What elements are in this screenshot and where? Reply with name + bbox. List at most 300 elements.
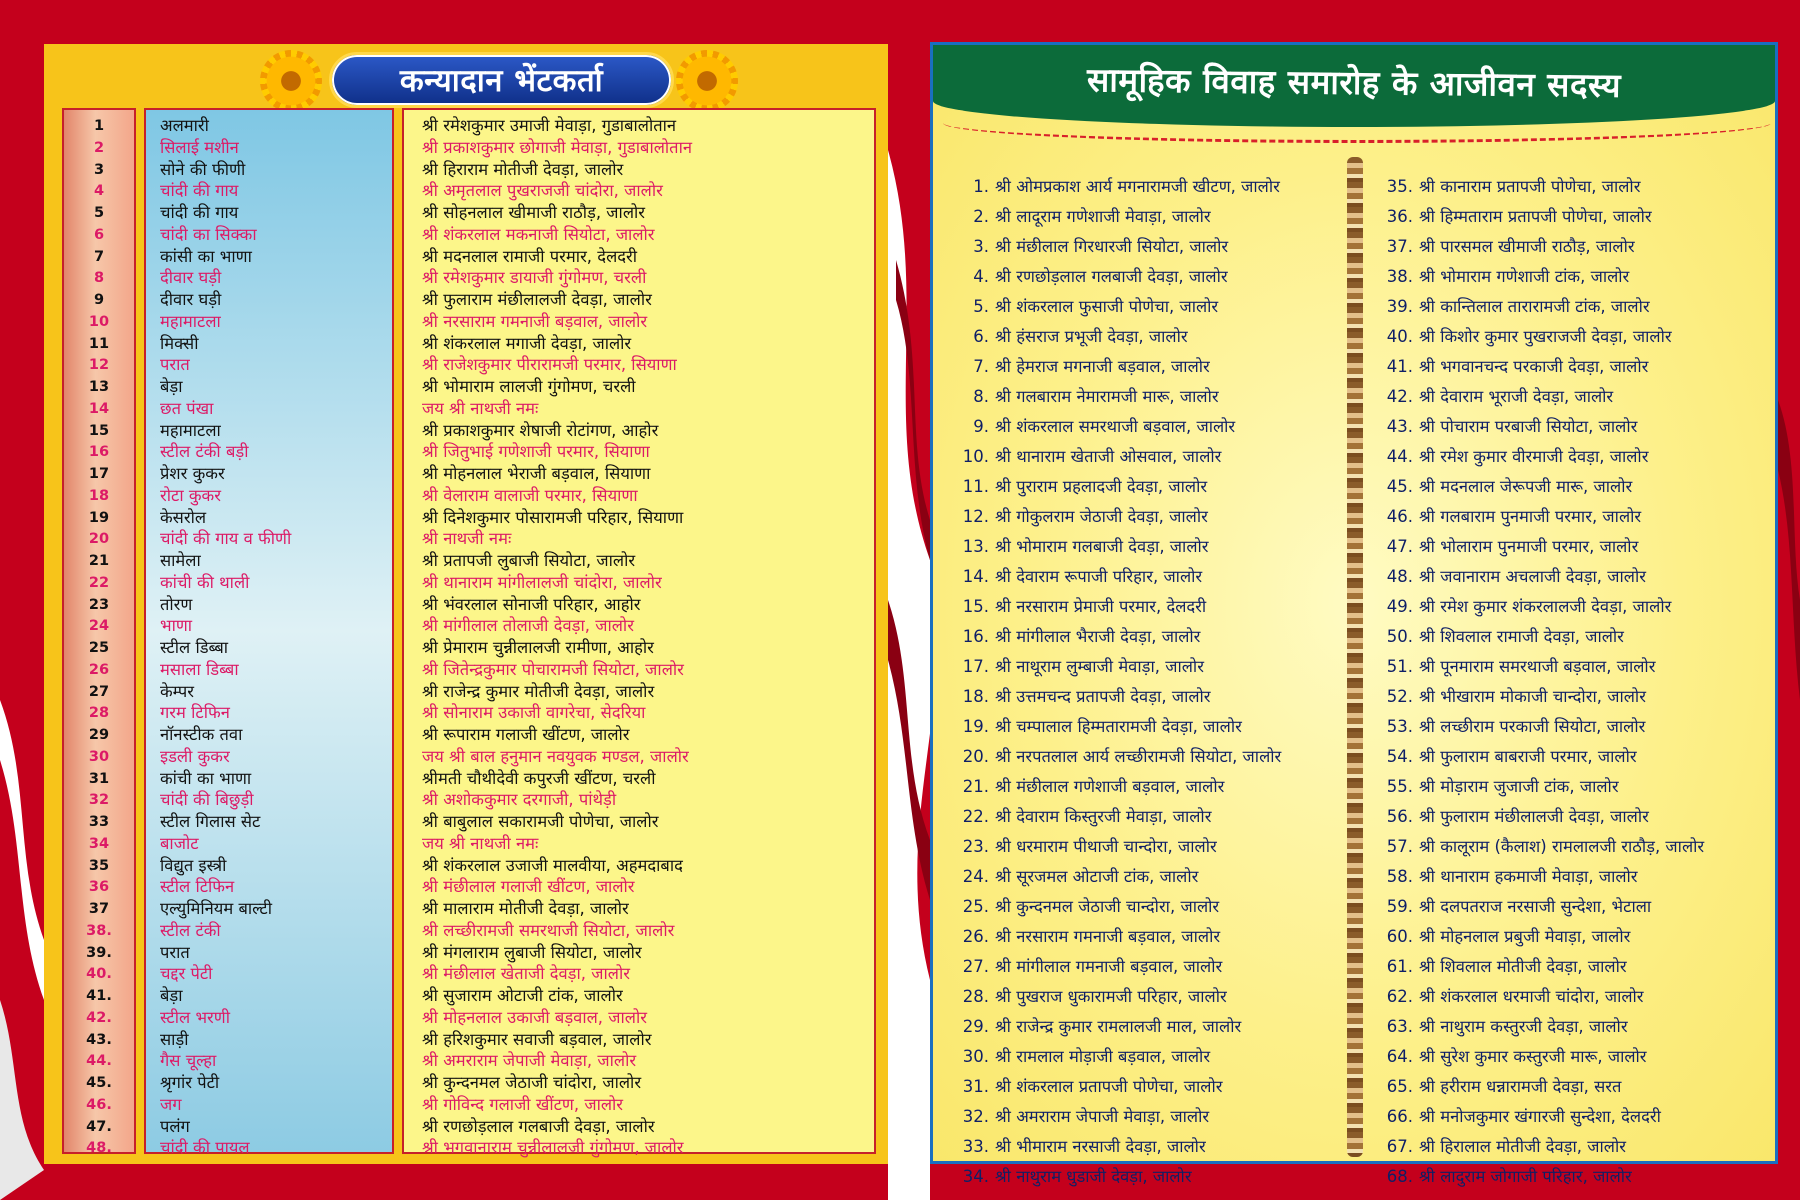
member-number: 60. [1386,927,1413,946]
member-name: श्री पूनमाराम समरथाजी बड़वाल, जालोर [1419,657,1656,676]
member-entry [1383,473,1632,501]
member-name: श्री दलपतराज नरसाजी सुन्देशा, भेटाला [1419,897,1652,916]
member-number: 5. [973,297,989,316]
gift-item: जग [160,1094,182,1114]
row-number: 25 [88,640,110,656]
member-entry [959,293,1218,321]
member-name: श्री भीमाराम नरसाजी देवड़ा, जालोर [995,1137,1206,1156]
member-number: 46. [1386,507,1413,526]
gift-item: सिलाई मशीन [160,137,239,157]
row-number: 14 [88,400,110,417]
gift-item: छत पंखा [160,398,214,418]
donor-panel-title: कन्यादान भेंटकर्ता [329,52,674,108]
member-number: 25. [962,897,989,916]
member-name: श्री रमेश कुमार शंकरलालजी देवड़ा, जालोर [1419,597,1672,616]
gift-item-column [144,108,394,1158]
gift-item: स्टील डिब्बा [160,638,229,657]
gift-item: चांदी की पायल [160,1138,250,1158]
member-name: श्री पोचाराम परबाजी सियोटा, जालोर [1419,417,1638,436]
member-number: 54. [1386,747,1413,766]
gift-item: दीवार घड़ी [160,268,222,288]
gift-item: कांची का भाणा [160,768,252,788]
member-name: श्री लादुराम जोगाजी परिहार, जालोर [1419,1167,1632,1186]
member-name: श्री नाथूराम लुम्बाजी मेवाड़ा, जालोर [995,657,1204,676]
member-number: 16. [962,627,989,646]
member-entry [1383,683,1646,711]
member-name: श्री फुलाराम बाबराजी परमार, जालोर [1419,747,1637,766]
member-number: 33. [962,1137,989,1156]
member-entry [959,713,1242,741]
gift-item: इडली कुकर [160,746,230,766]
row-number: 24 [88,618,110,635]
member-entry [1383,1163,1632,1191]
member-name: श्री मांगीलाल गमनाजी बड़वाल, जालोर [995,957,1223,976]
member-number: 35. [1386,177,1413,196]
lifetime-members-panel [930,42,1778,1186]
member-number: 24. [962,867,989,886]
gift-item: स्टील गिलास सेट [160,812,261,831]
gift-item: रोटा कुकर [160,485,221,505]
member-entry [1383,1103,1661,1131]
donor-name: श्री थानाराम मांगीलालजी चांदोरा, जालोर [422,572,662,592]
member-entry [959,743,1281,771]
gift-item: स्टील टंकी बड़ी [160,442,249,462]
donor-name: जय श्री नाथजी नमः [422,833,539,853]
member-number: 15. [962,597,989,616]
row-number: 3 [93,161,105,178]
member-entry [959,383,1219,411]
member-number: 23. [962,837,989,856]
row-number: 48. [86,1140,112,1157]
member-entry [959,863,1198,891]
member-number: 51. [1386,657,1413,676]
donor-name: श्री वेलाराम वालाजी परमार, सियाणा [422,485,638,505]
member-number: 8. [973,387,989,406]
member-name: श्री शंकरलाल समरथाजी बड़वाल, जालोर [995,417,1236,436]
member-name: श्री मंछीलाल गिरधारजी सियोटा, जालोर [995,237,1229,256]
member-number: 55. [1386,777,1413,796]
member-name: श्री देवाराम किस्तुरजी मेवाड़ा, जालोर [995,807,1212,826]
row-number: 43. [86,1031,112,1048]
member-name: श्री हंसराज प्रभूजी देवड़ा, जालोर [995,327,1188,346]
row-number: 22 [88,574,110,591]
member-number: 49. [1386,597,1413,616]
member-number: 28. [962,987,989,1006]
member-entry [959,1163,1192,1191]
member-entry [1383,893,1651,921]
member-entry [959,683,1211,711]
row-number: 31 [88,770,110,787]
row-number: 44. [86,1053,112,1070]
row-number: 47. [86,1118,112,1135]
member-number: 4. [973,267,989,286]
member-entry [1383,263,1629,291]
member-number: 58. [1386,867,1413,886]
sunflower-icon [676,50,738,112]
member-entry [1383,233,1635,261]
donor-name: श्री शंकरलाल उजाजी मालवीया, अहमदाबाद [422,855,683,875]
member-name: श्री कुन्दनमल जेठाजी चान्दोरा, जालोर [995,897,1220,916]
donor-panel [44,44,888,1164]
donor-name: श्री सोहनलाल खीमाजी राठौड़, जालोर [422,203,646,222]
donor-name: श्री मोहनलाल उकाजी बड़वाल, जालोर [422,1007,647,1027]
gift-item: परात [160,355,190,375]
member-entry [959,353,1210,381]
gift-item: विद्युत इस्त्री [160,855,227,875]
member-name: श्री मोहनलाल प्रबुजी मेवाड़ा, जालोर [1419,927,1631,946]
member-name: श्री कालूराम (कैलाश) रामलालजी राठौड़, जालोर [1419,837,1705,856]
member-name: श्री शंकरलाल फुसाजी पोणेचा, जालोर [995,297,1219,316]
member-entry [959,443,1221,471]
member-name: श्री हिरालाल मोतीजी देवड़ा, जालोर [1419,1137,1626,1156]
row-number: 23 [88,596,110,613]
donor-name: श्री शंकरलाल मगाजी देवड़ा, जालोर [422,333,632,353]
donor-name: श्री फुलाराम मंछीलालजी देवड़ा, जालोर [422,290,652,309]
member-number: 30. [962,1047,989,1066]
donor-name: श्री मंछीलाल खेताजी देवड़ा, जालोर [422,964,630,984]
donor-name: श्री मांगीलाल तोलाजी देवड़ा, जालोर [422,616,634,636]
member-entry [1383,383,1613,411]
gift-item: भाणा [160,616,193,636]
member-number: 12. [962,507,989,526]
member-number: 62. [1386,987,1413,1006]
member-entry [1383,323,1672,351]
donor-name: श्री प्रेमाराम चुन्नीलालजी रामीणा, आहोर [422,638,654,657]
row-number: 15 [88,422,110,439]
member-entry [959,413,1235,441]
member-name: श्री पुखराज धुकारामजी परिहार, जालोर [995,987,1227,1006]
donor-name: श्री प्रतापजी लुबाजी सियोटा, जालोर [422,551,636,570]
donor-name: श्री अमृतलाल पुखराजजी चांदोरा, जालोर [422,181,663,201]
gift-item: एल्युमिनियम बाल्टी [160,899,272,918]
donor-name: श्री सुजाराम ओटाजी टांक, जालोर [422,986,623,1005]
member-number: 27. [962,957,989,976]
member-number: 36. [1386,207,1413,226]
row-number: 20 [88,531,110,548]
member-name: श्री लादूराम गणेशाजी मेवाड़ा, जालोर [995,207,1211,226]
member-name: श्री चम्पालाल हिम्मतारामजी देवड़ा, जालोर [995,717,1242,736]
member-entry [959,983,1227,1011]
donor-name: श्री राजेशकुमार पीरारामजी परमार, सियाणा [422,355,677,375]
row-number: 11 [88,335,110,352]
member-entry [1383,173,1640,201]
member-name: श्री शंकरलाल धरमाजी चांदोरा, जालोर [1419,987,1644,1006]
member-name: श्री अमराराम जेपाजी मेवाड़ा, जालोर [995,1107,1210,1126]
member-number: 50. [1386,627,1413,646]
member-name: श्री किशोर कुमार पुखराजजी देवड़ा, जालोर [1419,327,1672,346]
member-name: श्री भोमाराम गलबाजी देवड़ा, जालोर [995,537,1209,556]
member-number: 31. [962,1077,989,1096]
donor-name: श्री लच्छीरामजी समरथाजी सियोटा, जालोर [422,920,675,940]
member-entry [959,233,1228,261]
member-name: श्री हिम्मताराम प्रतापजी पोणेचा, जालोर [1419,207,1652,226]
member-entry [959,1043,1210,1071]
member-name: श्री नरसाराम गमनाजी बड़वाल, जालोर [995,927,1221,946]
member-number: 59. [1386,897,1413,916]
member-name: श्री जवानाराम अचलाजी देवड़ा, जालोर [1419,567,1647,586]
member-name: श्री शिवलाल मोतीजी देवड़ा, जालोर [1419,957,1627,976]
row-number: 21 [88,553,110,569]
members-panel-title: सामूहिक विवाह समारोह के आजीवन सदस्य [1086,60,1622,105]
member-name: श्री फुलाराम मंछीलालजी देवड़ा, जालोर [1419,807,1649,826]
donor-name: श्री भगवानाराम चुन्नीलालजी गुंगोमण, जालोर [422,1138,684,1158]
member-number: 7. [973,357,989,376]
donor-name: श्री भोमाराम लालजी गुंगोमण, चरली [422,377,636,396]
donor-name: जय श्री नाथजी नमः [422,398,539,418]
member-number: 37. [1386,237,1413,256]
gift-item: मिक्सी [160,333,199,353]
member-entry [959,773,1224,801]
member-number: 67. [1386,1137,1413,1156]
donor-name: श्री रूपाराम गलाजी खींटण, जालोर [422,725,630,744]
member-number: 3. [973,237,989,256]
row-number: 42. [86,1009,112,1026]
member-number: 56. [1386,807,1413,826]
gift-item: केसरोल [160,507,207,527]
member-entry [1383,533,1638,561]
donor-name: श्री राजेन्द्र कुमार मोतीजी देवड़ा, जालोर [422,681,655,701]
gift-item: गरम टिफिन [160,703,230,723]
member-name: श्री ओमप्रकाश आर्य मगनारामजी खीटण, जालोर [995,177,1280,196]
row-number: 40. [86,966,112,983]
gift-item: चद्दर पेटी [160,964,213,984]
member-name: श्री नरसाराम प्रेमाजी परमार, देलदरी [995,597,1207,616]
member-number: 65. [1386,1077,1413,1096]
member-number: 20. [962,747,989,766]
member-name: श्री भीखाराम मोकाजी चान्दोरा, जालोर [1419,687,1646,706]
row-number: 9 [93,292,105,308]
donor-name: श्री जितुभाई गणेशाजी परमार, सियाणा [422,442,650,462]
member-number: 29. [962,1017,989,1036]
member-name: श्री मनोजकुमार खंगारजी सुन्देशा, देलदरी [1419,1107,1661,1126]
member-number: 68. [1386,1167,1413,1186]
member-entry [959,1103,1209,1131]
row-number: 2 [93,139,105,156]
member-entry [1383,743,1637,771]
gift-item: सोने की फीणी [160,159,246,179]
donor-name: श्री प्रकाशकुमार शेषाजी रोटांगण, आहोर [422,420,659,440]
donor-name: श्री मालाराम मोतीजी देवड़ा, जालोर [422,899,629,918]
member-entry [959,563,1202,591]
member-entry [959,203,1211,231]
gift-item: चांदी का सिक्का [160,224,257,244]
gift-item: प्रेशर कुकर [160,464,225,483]
donor-name: श्री मोहनलाल भेराजी बड़वाल, सियाणा [422,464,651,483]
donor-name-column [402,108,876,1158]
member-name: श्री नाथुराम धुडाजी देवड़ा, जालोर [995,1167,1192,1186]
member-number: 32. [962,1107,989,1126]
donor-name: श्री नरसाराम गमनाजी बड़वाल, जालोर [422,311,648,331]
member-entry [1383,803,1649,831]
member-entry [959,1073,1222,1101]
member-number: 13. [962,537,989,556]
gift-item: परात [160,942,190,962]
member-number: 44. [1386,447,1413,466]
member-entry [959,893,1219,921]
member-number: 57. [1386,837,1413,856]
member-entry [959,653,1204,681]
member-name: श्री हेमराज मगनाजी बड़वाल, जालोर [995,357,1210,376]
row-number: 45. [86,1075,112,1091]
member-entry [1383,863,1638,891]
donor-name: श्री दिनेशकुमार पोसारामजी परिहार, सियाणा [422,507,684,527]
member-entry [1383,713,1645,741]
member-number: 2. [973,207,989,226]
member-name: श्री भोमाराम गणेशाजी टांक, जालोर [1419,267,1630,286]
member-number: 47. [1386,537,1413,556]
member-name: श्री कानाराम प्रतापजी पोणेचा, जालोर [1419,177,1641,196]
member-number: 26. [962,927,989,946]
gift-item: तोरण [160,594,193,614]
member-entry [1383,443,1648,471]
member-entry [959,473,1207,501]
member-number: 38. [1386,267,1413,286]
gift-item: नॉनस्टीक तवा [160,725,243,744]
member-number: 61. [1386,957,1413,976]
gift-item: स्टील टंकी [160,920,221,940]
row-number: 13 [88,379,110,395]
row-number: 37 [88,901,110,917]
member-number: 6. [973,327,989,346]
member-name: श्री हरीराम धन्नारामजी देवड़ा, सरत [1419,1077,1622,1096]
donor-name: श्री रमेशकुमार उमाजी मेवाड़ा, गुडाबालोतान [422,116,677,135]
donor-name: श्री रमेशकुमार डायाजी गुंगोमण, चरली [422,268,647,288]
member-entry [959,263,1228,291]
gift-item: चांदी की गाय [160,181,239,201]
member-number: 9. [973,417,989,436]
member-number: 43. [1386,417,1413,436]
member-name: श्री पारसमल खीमाजी राठौड़, जालोर [1419,237,1635,256]
member-entry [1383,773,1619,801]
row-number: 19 [88,509,110,526]
member-number: 42. [1386,387,1413,406]
member-entry [959,533,1209,561]
member-entry [1383,413,1637,441]
donor-name: श्री प्रकाशकुमार छोगाजी मेवाड़ा, गुडाबालोतान [422,137,693,157]
row-number: 32 [88,792,110,809]
member-number: 45. [1386,477,1413,496]
gift-item: कांसी का भाणा [160,246,252,266]
member-name: श्री थानाराम खेताजी ओसवाल, जालोर [995,447,1222,466]
member-entry [1383,923,1630,951]
donor-name: श्री भंवरलाल सोनाजी परिहार, आहोर [422,594,641,614]
gift-item: श्रृगांर पेटी [160,1073,220,1092]
member-number: 1. [973,177,989,196]
donor-name: श्री सोनाराम उकाजी वागरेचा, सेदरिया [422,703,646,723]
member-entry [1383,1133,1626,1161]
member-number: 14. [962,567,989,586]
member-entry [1383,203,1652,231]
row-number: 26 [88,661,110,678]
donor-name: श्री कुन्दनमल जेठाजी चांदोरा, जालोर [422,1073,642,1092]
member-number: 17. [962,657,989,676]
donor-name: श्री नाथजी नमः [422,529,512,549]
row-number: 39. [86,944,112,961]
member-name: श्री भोलाराम पुनमाजी परमार, जालोर [1419,537,1639,556]
member-entry [959,923,1220,951]
donor-name: श्री बाबुलाल सकारामजी पोणेचा, जालोर [422,812,659,831]
member-name: श्री देवाराम रूपाजी परिहार, जालोर [995,567,1203,586]
gift-item: बाजोट [160,833,199,853]
member-number: 40. [1386,327,1413,346]
row-number: 35 [88,857,110,874]
member-entry [959,503,1208,531]
member-entry [1383,293,1650,321]
member-entry [1383,353,1648,381]
donor-name: श्री गोविन्द गलाजी खींटण, जालोर [422,1094,624,1114]
member-name: श्री राजेन्द्र कुमार रामलालजी माल, जालोर [995,1017,1242,1036]
member-number: 64. [1386,1047,1413,1066]
member-entry [1383,953,1627,981]
member-name: श्री सुरेश कुमार कस्तुरजी मारू, जालोर [1419,1047,1647,1066]
member-entry [959,323,1188,351]
member-entry [1383,563,1646,591]
member-entry [1383,983,1644,1011]
member-number: 11. [962,477,989,496]
header-dashed-border [943,123,1771,143]
member-number: 48. [1386,567,1413,586]
row-number: 28 [88,705,110,722]
gift-item: स्टील टिफिन [160,877,235,897]
row-number: 8 [93,270,105,287]
serial-number-column [62,108,136,1157]
member-name: श्री रणछोड़लाल गलबाजी देवड़ा, जालोर [995,267,1228,286]
member-entry [959,593,1206,621]
member-entry [959,953,1222,981]
donor-name: श्री हिराराम मोतीजी देवड़ा, जालोर [422,159,624,179]
member-number: 66. [1386,1107,1413,1126]
member-number: 18. [962,687,989,706]
member-number: 63. [1386,1017,1413,1036]
member-entry [1383,1013,1628,1041]
member-entry [959,833,1217,861]
member-name: श्री मोड़ाराम जुजाजी टांक, जालोर [1419,777,1619,796]
gift-item: महामाटला [160,420,221,440]
member-number: 53. [1386,717,1413,736]
donor-name: श्री अशोककुमार दरगाजी, पांथेड़ी [422,790,617,810]
row-number: 1 [93,118,105,134]
member-entry [1383,653,1655,681]
gift-item: साड़ी [160,1029,189,1049]
member-name: श्री गोकुलराम जेठाजी देवड़ा, जालोर [995,507,1208,526]
member-entry [959,1133,1206,1161]
row-number: 29 [88,727,110,743]
member-number: 52. [1386,687,1413,706]
member-name: श्री पुराराम प्रहलादजी देवड़ा, जालोर [995,477,1208,496]
member-entry [1383,623,1624,651]
member-entry [1383,1073,1621,1101]
member-name: श्री नाथुराम कस्तुरजी देवड़ा, जालोर [1419,1017,1628,1036]
gift-item: चांदी की गाय [160,203,239,222]
gift-item: बेड़ा [160,986,183,1005]
donor-name: श्री अमराराम जेपाजी मेवाड़ा, जालोर [422,1051,637,1071]
row-number: 27 [88,683,110,700]
member-name: श्री गलबाराम नेमारामजी मारू, जालोर [995,387,1219,406]
row-number: 36 [88,879,110,896]
member-entry [1383,593,1671,621]
row-number: 12 [88,357,110,374]
member-number: 22. [962,807,989,826]
member-name: श्री थानाराम हकमाजी मेवाड़ा, जालोर [1419,867,1638,886]
member-name: श्री भगवानचन्द परकाजी देवड़ा, जालोर [1419,357,1649,376]
donor-name: श्री जितेन्द्रकुमार पोचारामजी सियोटा, जालोर [422,659,684,679]
member-name: श्री रामलाल मोड़ाजी बड़वाल, जालोर [995,1047,1211,1066]
member-entry [1383,503,1641,531]
gift-item: केम्पर [160,681,195,701]
member-entry [1383,833,1704,861]
gift-item: दीवार घड़ी [160,290,222,309]
member-number: 10. [962,447,989,466]
